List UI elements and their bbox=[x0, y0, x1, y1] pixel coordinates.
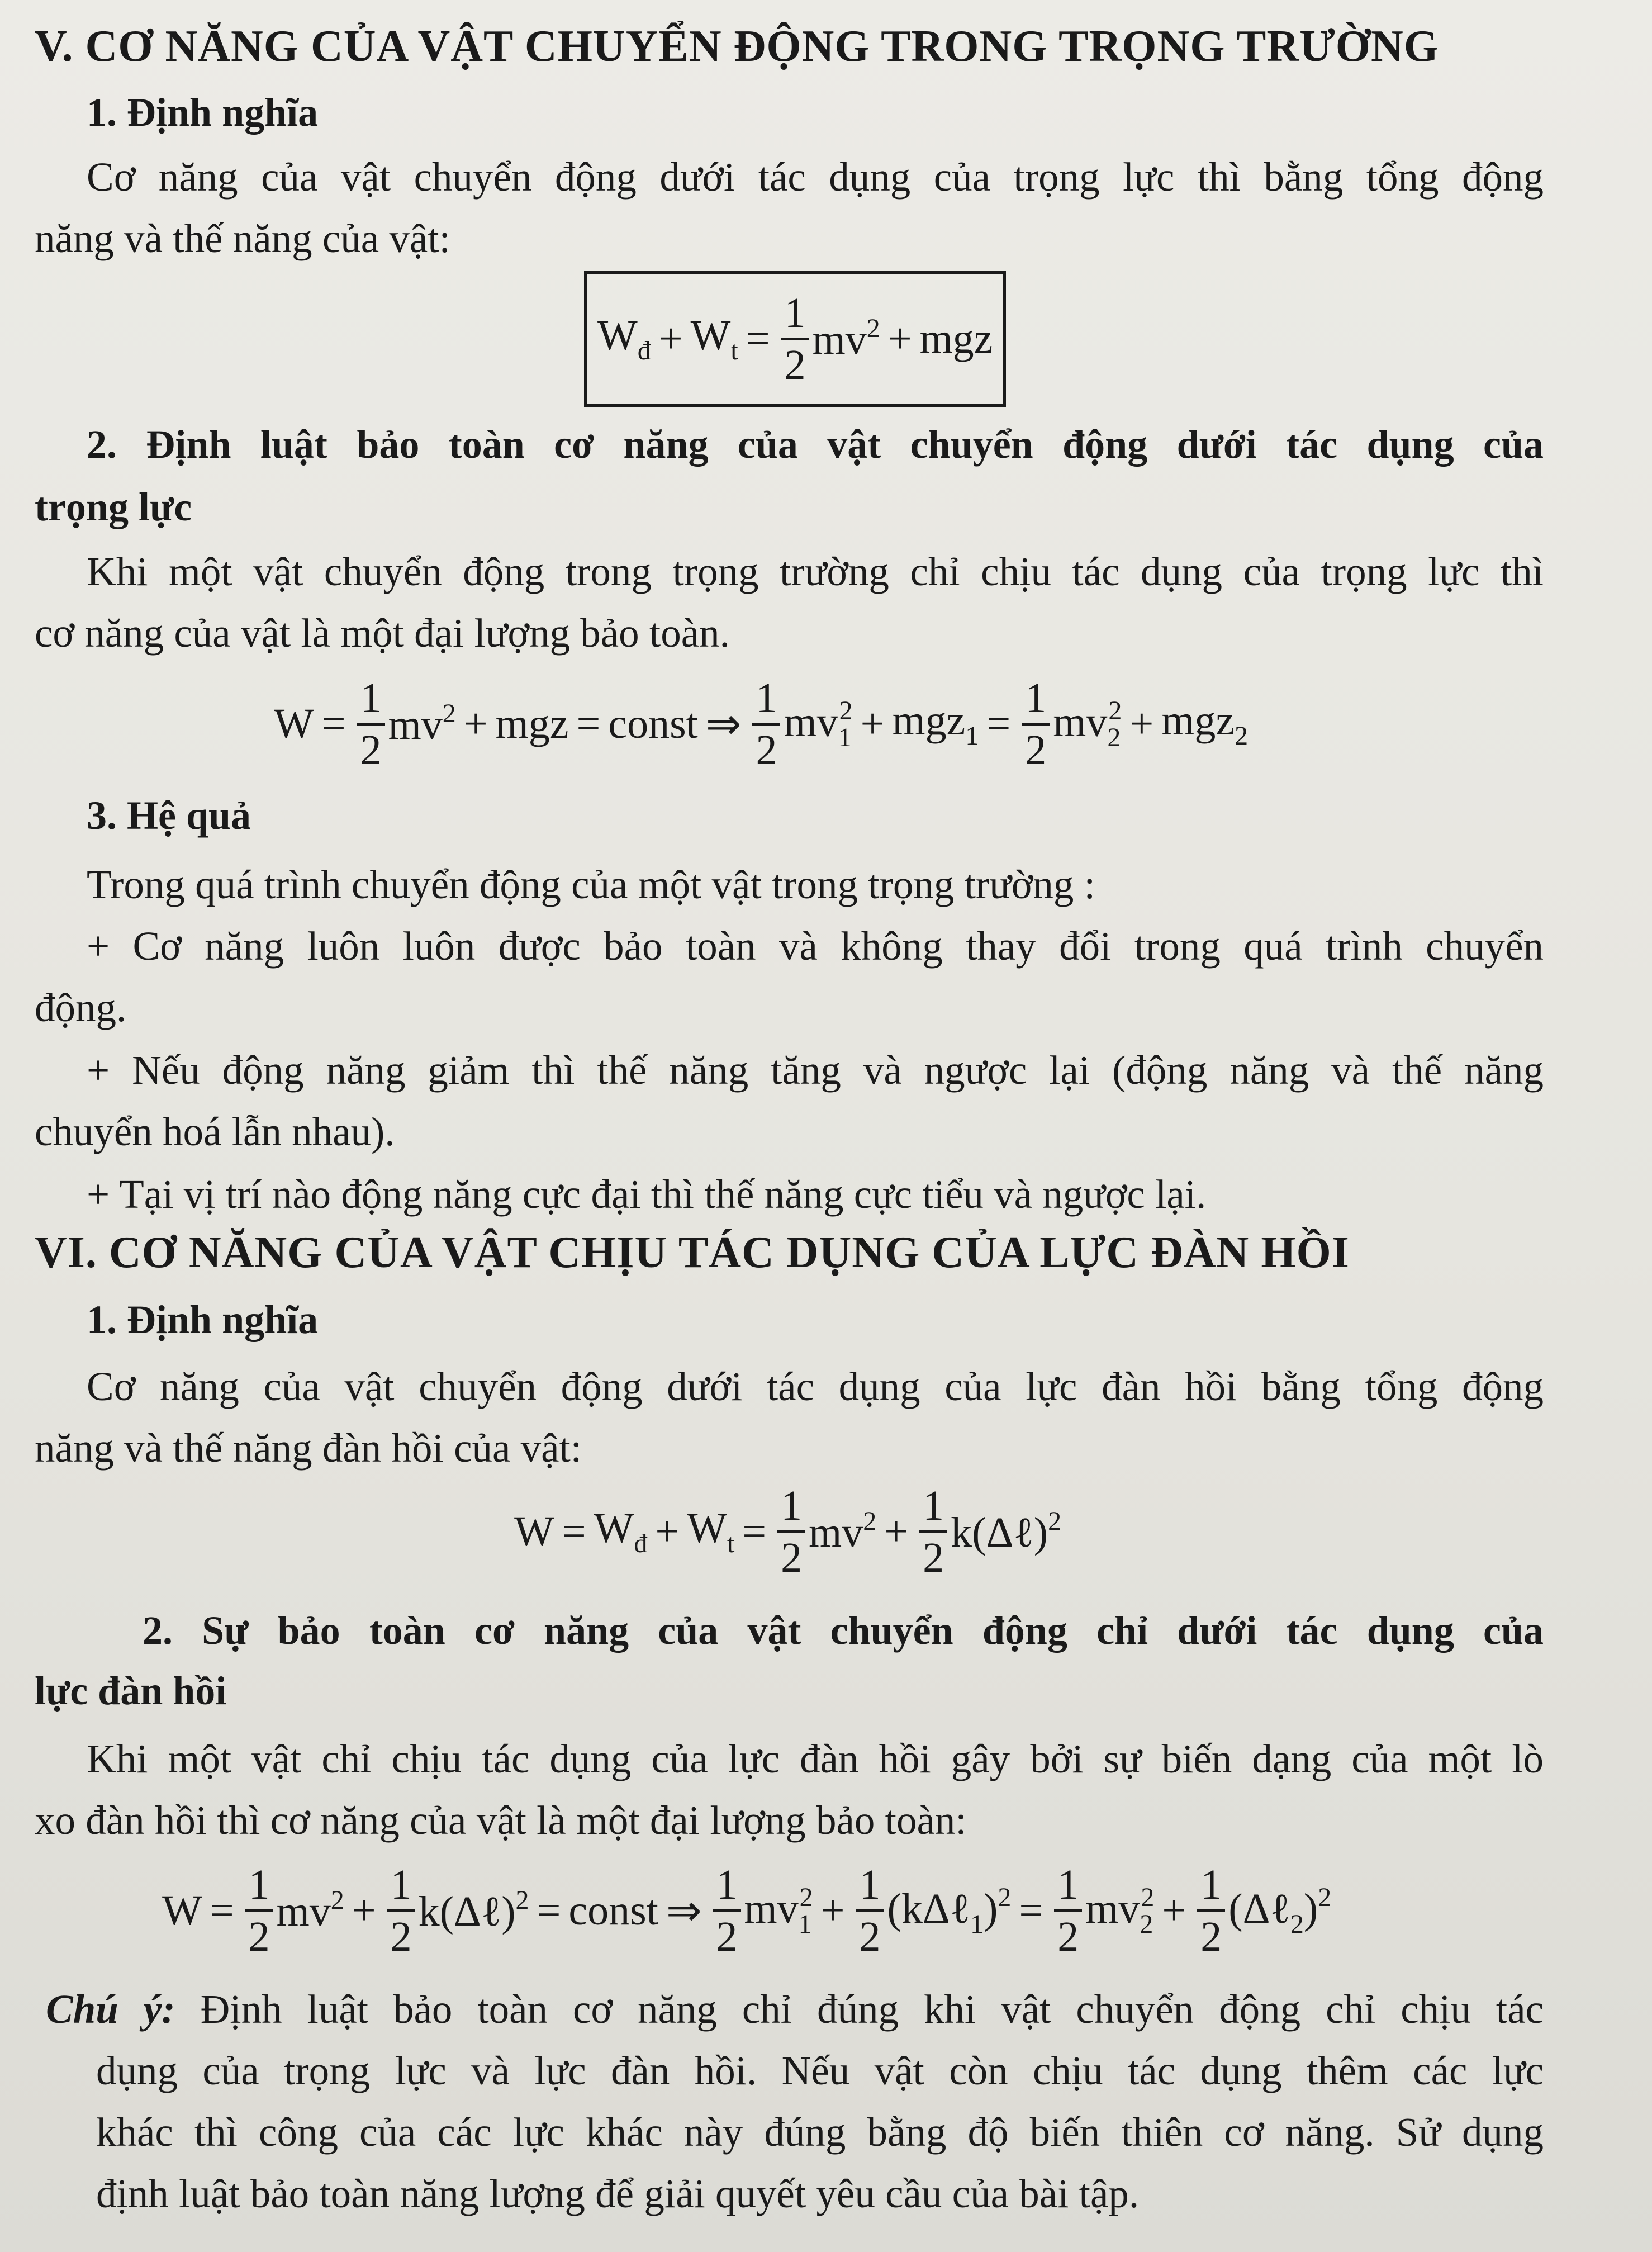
s5-bullet3: + Tại vị trí nào động năng cực đại thì thế năng cực tiểu và ngược lại. bbox=[87, 1172, 1207, 1217]
s6-def-line1: Cơ năng của vật chuyển động dưới tác dụng của lực đàn hồi bằng tổng động bbox=[87, 1364, 1544, 1409]
s5-definition-title: 1. Định nghĩa bbox=[87, 90, 319, 135]
note-line1-text: Định luật bảo toàn cơ năng chỉ đúng khi vật chuyển động chỉ chịu tác bbox=[200, 1986, 1544, 2032]
note-line3: khác thì công của các lực khác này đúng bằng độ biến thiên cơ năng. Sử dụng bbox=[96, 2109, 1544, 2155]
note-line4: định luật bảo toàn năng lượng để giải quyết yêu cầu của bài tập. bbox=[96, 2171, 1140, 2216]
s6-def-line2: năng và thế năng đàn hồi của vật: bbox=[35, 1425, 582, 1471]
section-6-heading: VI. CƠ NĂNG CỦA VẬT CHỊU TÁC DỤNG CỦA LỰC ĐÀN HỒI bbox=[35, 1228, 1350, 1277]
s5-def-line1: Cơ năng của vật chuyển động dưới tác dụng của trọng lực thì bằng tổng động bbox=[87, 154, 1544, 200]
s5-consequence-intro: Trong quá trình chuyển động của một vật trong trọng trường : bbox=[87, 862, 1095, 907]
note-line1 bbox=[46, 1979, 1544, 2040]
s6-conservation-title-line2: lực đàn hồi bbox=[35, 1668, 227, 1713]
note-label: Chú ý: bbox=[46, 1986, 175, 2032]
s5-conservation-title-line2: trọng lực bbox=[35, 485, 192, 529]
s5-consequence-title: 3. Hệ quả bbox=[87, 793, 251, 838]
formula-conservation-elastic: W = $\frac{1}{2}$ $mv^2$ + $\frac{1}{2}$ k(Δℓ)$^2$ = const ⇒ $\frac{1}{2}$ $mv_1^2$ + $\frac{1}{2}$ (kΔℓ$_1$)$^2$ = $\frac{1}{2}$ $mv_2^2$ + $\frac{1}{2}$ (Δℓ$_2$)$^2$ bbox=[162, 1861, 1332, 1960]
s6-conservation-title-line1: 2. Sự bảo toàn cơ năng của vật chuyển động chỉ dưới tác dụng của bbox=[143, 1608, 1544, 1653]
s5-bullet2-line2: chuyển hoá lẫn nhau). bbox=[35, 1109, 395, 1154]
note-line2: dụng của trọng lực và lực đàn hồi. Nếu vật còn chịu tác dụng thêm các lực bbox=[96, 2048, 1544, 2093]
formula-conservation-gravity: W = $\frac{1}{2}$ $mv^2$ + mgz = const ⇒ $\frac{1}{2}$ $mv_1^2$ + mgz$_1$ = $\frac{1}{2}$ $mv_2^2$ + mgz$_2$ bbox=[274, 674, 1249, 774]
s5-conservation-title-line1: 2. Định luật bảo toàn cơ năng của vật chuyển động dưới tác dụng của bbox=[87, 422, 1544, 467]
s6-conservation-line2: xo đàn hồi thì cơ năng của vật là một đại lượng bảo toàn: bbox=[35, 1798, 967, 1843]
s5-bullet2-line1: + Nếu động năng giảm thì thế năng tăng và ngược lại (động năng và thế năng bbox=[87, 1047, 1544, 1093]
s5-conservation-line2: cơ năng của vật là một đại lượng bảo toàn. bbox=[35, 610, 730, 656]
s5-def-line2: năng và thế năng của vật: bbox=[35, 216, 450, 261]
s6-definition-title: 1. Định nghĩa bbox=[87, 1297, 319, 1342]
s5-bullet1-line1: + Cơ năng luôn luôn được bảo toàn và không thay đổi trong quá trình chuyển bbox=[87, 923, 1544, 969]
formula-mechanical-energy-elastic: W = $W_đ$ + $W_t$ = $\frac{1}{2}$ $mv^2$ + $\frac{1}{2}$ k(Δℓ)$^2$ bbox=[514, 1482, 1062, 1581]
s5-bullet1-line2: động. bbox=[35, 985, 127, 1030]
section-5-heading: V. CƠ NĂNG CỦA VẬT CHUYỂN ĐỘNG TRONG TRỌNG TRƯỜNG bbox=[35, 22, 1440, 71]
formula-mechanical-energy-gravity: $W_đ$ + $W_t$ = $\frac{1}{2}$ $mv^2$ + mgz bbox=[584, 271, 1006, 407]
s5-conservation-line1: Khi một vật chuyển động trong trọng trường chỉ chịu tác dụng của trọng lực thì bbox=[87, 549, 1544, 594]
s6-conservation-line1: Khi một vật chỉ chịu tác dụng của lực đàn hồi gây bởi sự biến dạng của một lò bbox=[87, 1736, 1544, 1781]
